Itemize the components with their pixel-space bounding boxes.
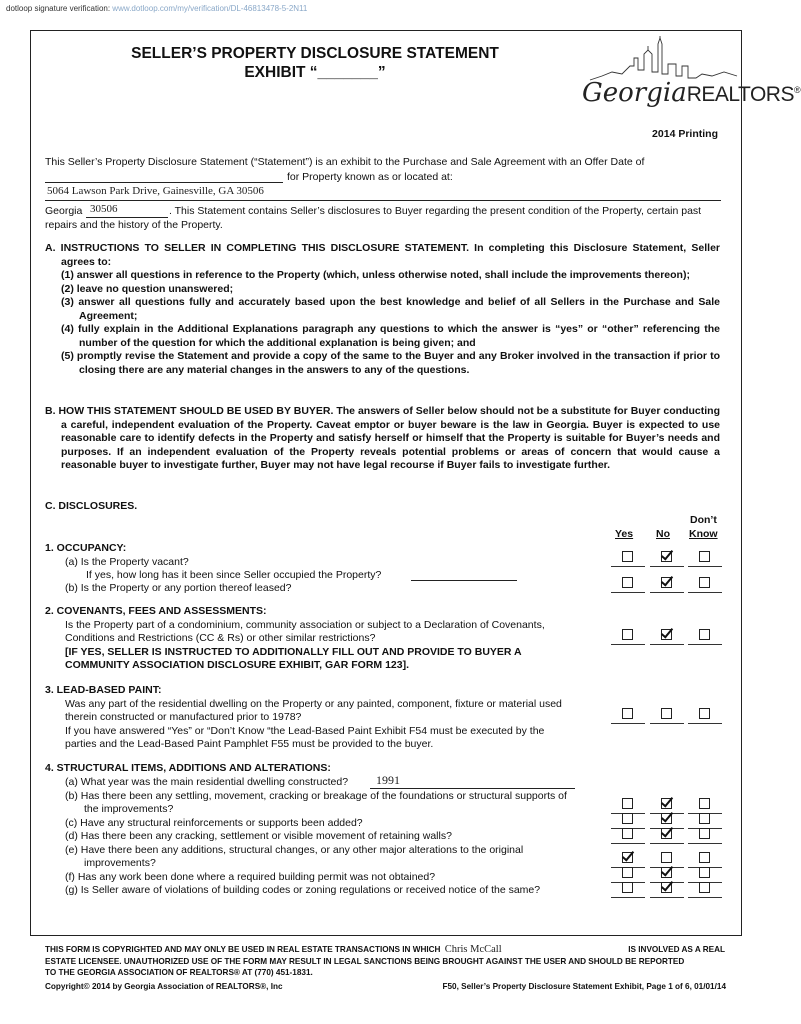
q4-heading: 4. STRUCTURAL ITEMS, ADDITIONS AND ALTERATIONS: <box>45 762 331 774</box>
q4c-yes-checkbox[interactable] <box>622 813 633 824</box>
q1b-dk-underline <box>688 592 722 593</box>
q2-dk-underline <box>688 644 722 645</box>
printing-year: 2014 Printing <box>652 128 718 140</box>
property-address-value[interactable]: 5064 Lawson Park Drive, Gainesville, GA 30506 <box>47 185 264 197</box>
georgia-label: Georgia <box>45 205 83 217</box>
verification-line <box>6 4 307 13</box>
logo-script: Georgia <box>582 78 687 108</box>
q1b-no-underline <box>650 592 684 593</box>
q4c-dk-checkbox[interactable] <box>699 813 710 824</box>
q3-line1: Was any part of the residential dwelling on the Property or any painted, component, fixture or material used <box>65 698 562 710</box>
q2-line4: COMMUNITY ASSOCIATION DISCLOSURE EXHIBIT, GAR FORM 123]. <box>65 659 409 671</box>
footer-line1a: THIS FORM IS COPYRIGHTED AND MAY ONLY BE USED IN REAL ESTATE TRANSACTIONS IN WHICH <box>45 945 441 954</box>
q4b-line2: the improvements? <box>84 803 174 815</box>
section-a-item-3: (3) answer all questions fully and accurately based upon the best knowledge and belief of all Sellers in the Purchase and Sale Agreement; <box>61 296 720 322</box>
q1a-no-underline <box>650 566 684 567</box>
verification-url[interactable]: www.dotloop.com/my/verification/DL-46813478-5-2N11 <box>112 4 308 13</box>
q4d-text: (d) Has there been any cracking, settlement or visible movement of retaining walls? <box>65 830 452 842</box>
col-know: Know <box>689 528 718 540</box>
q4e-dk-checkbox[interactable] <box>699 852 710 863</box>
q1a-text: (a) Is the Property vacant? <box>65 556 189 568</box>
q4c-text: (c) Have any structural reinforcements or supports been added? <box>65 817 363 829</box>
property-address-field <box>45 200 721 201</box>
q4e-line2: improvements? <box>84 857 156 869</box>
q1-heading: 1. OCCUPANCY: <box>45 542 127 554</box>
q4e-line1: (e) Have there been any additions, structural changes, or any other major alterations to the original <box>65 844 524 856</box>
q4d-dk-checkbox[interactable] <box>699 828 710 839</box>
q3-dk-underline <box>688 723 722 724</box>
q4g-yes-checkbox[interactable] <box>622 882 633 893</box>
q1b-text: (b) Is the Property or any portion thereof leased? <box>65 582 292 594</box>
q4g-yes-underline <box>611 897 645 898</box>
q2-line1: Is the Property part of a condominium, community association or subject to a Declaration of Covenants, <box>65 619 545 631</box>
intro-line2: for Property known as or located at: <box>287 171 453 183</box>
zip-value[interactable]: 30506 <box>90 203 118 215</box>
verification-label: dotloop signature verification: <box>6 4 111 13</box>
q4f-dk-checkbox[interactable] <box>699 867 710 878</box>
logo-registered: ® <box>793 85 801 95</box>
georgia-realtors-logo <box>582 78 801 108</box>
q4f-no-checkbox[interactable] <box>661 867 672 878</box>
q4b-yes-checkbox[interactable] <box>622 798 633 809</box>
q1a-no-checkbox[interactable] <box>661 551 672 562</box>
logo-realtors: REALTORS <box>686 83 794 106</box>
q3-line4: parties and the Lead-Based Paint Pamphlet F55 must be provided to the buyer. <box>65 738 434 750</box>
q4e-no-checkbox[interactable] <box>661 852 672 863</box>
section-a-item-5: (5) promptly revise the Statement and provide a copy of the same to the Buyer and any Broker involved in the transaction if prior to closing there are any material changes in the answers to any of the questions. <box>61 350 720 376</box>
q4f-yes-checkbox[interactable] <box>622 867 633 878</box>
q2-yes-checkbox[interactable] <box>622 629 633 640</box>
footer-line1b: IS INVOLVED AS A REAL <box>628 945 725 954</box>
q3-no-underline <box>650 723 684 724</box>
q4a-year-field <box>370 788 575 789</box>
q4g-no-underline <box>650 897 684 898</box>
col-no: No <box>656 528 670 540</box>
q4e-yes-checkbox[interactable] <box>622 852 633 863</box>
section-a-item-1: (1) answer all questions in reference to the Property (which, unless otherwise noted, shall include the improvements thereon); <box>61 269 690 281</box>
intro-line1: This Seller’s Property Disclosure Statement (“Statement”) is an exhibit to the Purchase and Sale Agreement with an Offer Date of <box>45 156 645 168</box>
footer-notice <box>45 944 725 979</box>
section-c-heading: C. DISCLOSURES. <box>45 500 138 512</box>
q4d-yes-checkbox[interactable] <box>622 828 633 839</box>
q1a-dk-checkbox[interactable] <box>699 551 710 562</box>
licensee-name[interactable]: Chris McCall <box>444 944 502 955</box>
q1b-no-checkbox[interactable] <box>661 577 672 588</box>
section-b <box>45 405 720 473</box>
q2-no-underline <box>650 644 684 645</box>
intro-line3: . This Statement contains Seller’s disclosures to Buyer regarding the present condition of the Property, certain past <box>169 205 702 217</box>
q4b-no-checkbox[interactable] <box>661 798 672 809</box>
page-info: F50, Seller’s Property Disclosure Statement Exhibit, Page 1 of 6, 01/01/14 <box>442 982 726 991</box>
q1a-followup: If yes, how long has it been since Seller occupied the Property? <box>86 569 382 581</box>
q4c-no-checkbox[interactable] <box>661 813 672 824</box>
q4a-year-value[interactable]: 1991 <box>376 773 400 787</box>
q1a-yes-underline <box>611 566 645 567</box>
q4g-no-checkbox[interactable] <box>661 882 672 893</box>
form-title: SELLER’S PROPERTY DISCLOSURE STATEMENT <box>131 45 499 62</box>
footer-line3: TO THE GEORGIA ASSOCIATION OF REALTORS® AT (770) 451-1831. <box>45 968 313 977</box>
section-b-text: B. HOW THIS STATEMENT SHOULD BE USED BY BUYER. The answers of Seller below should not be a substitute for Buyer conducting a careful, independent evaluation of the Property. Caveat emptor or buyer beware is the law in Georgia. Buyer is expected to use reasonable care to identify defects in the Property and satisfy herself or himself that the Property is suitable for Buyer’s needs and purposes. If an independent evaluation of the Property reveals potential problems or areas of concern that would cause a reasonable buyer to investigate further, Buyer may not have legal recourse if Buyer fails to investigate further. <box>45 405 720 471</box>
q4g-dk-checkbox[interactable] <box>699 882 710 893</box>
q1a-dk-underline <box>688 566 722 567</box>
q4d-dk-underline <box>688 843 722 844</box>
section-a <box>45 242 720 377</box>
col-yes: Yes <box>615 528 634 540</box>
q2-dk-checkbox[interactable] <box>699 629 710 640</box>
exhibit-title: EXHIBIT “_______” <box>244 64 386 81</box>
q4b-line1: (b) Has there been any settling, movement, cracking or breakage of the foundations or structural supports of <box>65 790 567 802</box>
q1a-yes-checkbox[interactable] <box>622 551 633 562</box>
q3-line2: therein constructed or manufactured prior to 1978? <box>65 711 302 723</box>
q2-yes-underline <box>611 644 645 645</box>
q4f-text: (f) Has any work been done where a required building permit was not obtained? <box>65 871 436 883</box>
q3-line3: If you have answered “Yes” or “Don’t Know “the Lead-Based Paint Exhibit F54 must be executed by the <box>65 725 545 737</box>
q3-yes-underline <box>611 723 645 724</box>
q1b-yes-underline <box>611 592 645 593</box>
col-dont: Don’t <box>690 514 717 526</box>
zip-field <box>86 217 168 218</box>
q4b-dk-checkbox[interactable] <box>699 798 710 809</box>
q4d-no-underline <box>650 843 684 844</box>
q4g-text: (g) Is Seller aware of violations of building codes or zoning regulations or received notice of the same? <box>65 884 541 896</box>
section-a-item-4: (4) fully explain in the Additional Explanations paragraph any questions to which the answer is “yes” or “other” referencing the number of the question for which the additional explanation is being given; and <box>61 323 720 349</box>
q1b-yes-checkbox[interactable] <box>622 577 633 588</box>
q2-line3: [IF YES, SELLER IS INSTRUCTED TO ADDITIONALLY FILL OUT AND PROVIDE TO BUYER A <box>65 646 522 658</box>
q2-heading: 2. COVENANTS, FEES AND ASSESSMENTS: <box>45 605 267 617</box>
q3-no-checkbox[interactable] <box>661 708 672 719</box>
q2-line2: Conditions and Restrictions (CC & Rs) or other similar restrictions? <box>65 632 376 644</box>
q3-dk-checkbox[interactable] <box>699 708 710 719</box>
footer-line2: ESTATE LICENSEE. UNAUTHORIZED USE OF THE FORM MAY RESULT IN LEGAL SANCTIONS BEING BROUGHT AGAINST THE USER AND SHOULD BE REPORTED <box>45 956 685 966</box>
q4g-dk-underline <box>688 897 722 898</box>
q2-no-checkbox[interactable] <box>661 629 672 640</box>
intro-line4: repairs and the history of the Property. <box>45 219 223 231</box>
q1a-duration-field[interactable] <box>411 580 517 581</box>
q4a-text: (a) What year was the main residential dwelling constructed? <box>65 776 349 788</box>
q4d-yes-underline <box>611 843 645 844</box>
offer-date-field[interactable] <box>45 182 283 183</box>
q3-heading: 3. LEAD-BASED PAINT: <box>45 684 162 696</box>
q1b-dk-checkbox[interactable] <box>699 577 710 588</box>
copyright: Copyright© 2014 by Georgia Association of REALTORS®, Inc <box>45 982 283 991</box>
q3-yes-checkbox[interactable] <box>622 708 633 719</box>
section-a-item-2: (2) leave no question unanswered; <box>61 282 234 295</box>
q4d-no-checkbox[interactable] <box>661 828 672 839</box>
section-a-heading: A. INSTRUCTIONS TO SELLER IN COMPLETING THIS DISCLOSURE STATEMENT. In completing this Disclosure Statement, Seller agrees to: <box>45 242 720 268</box>
